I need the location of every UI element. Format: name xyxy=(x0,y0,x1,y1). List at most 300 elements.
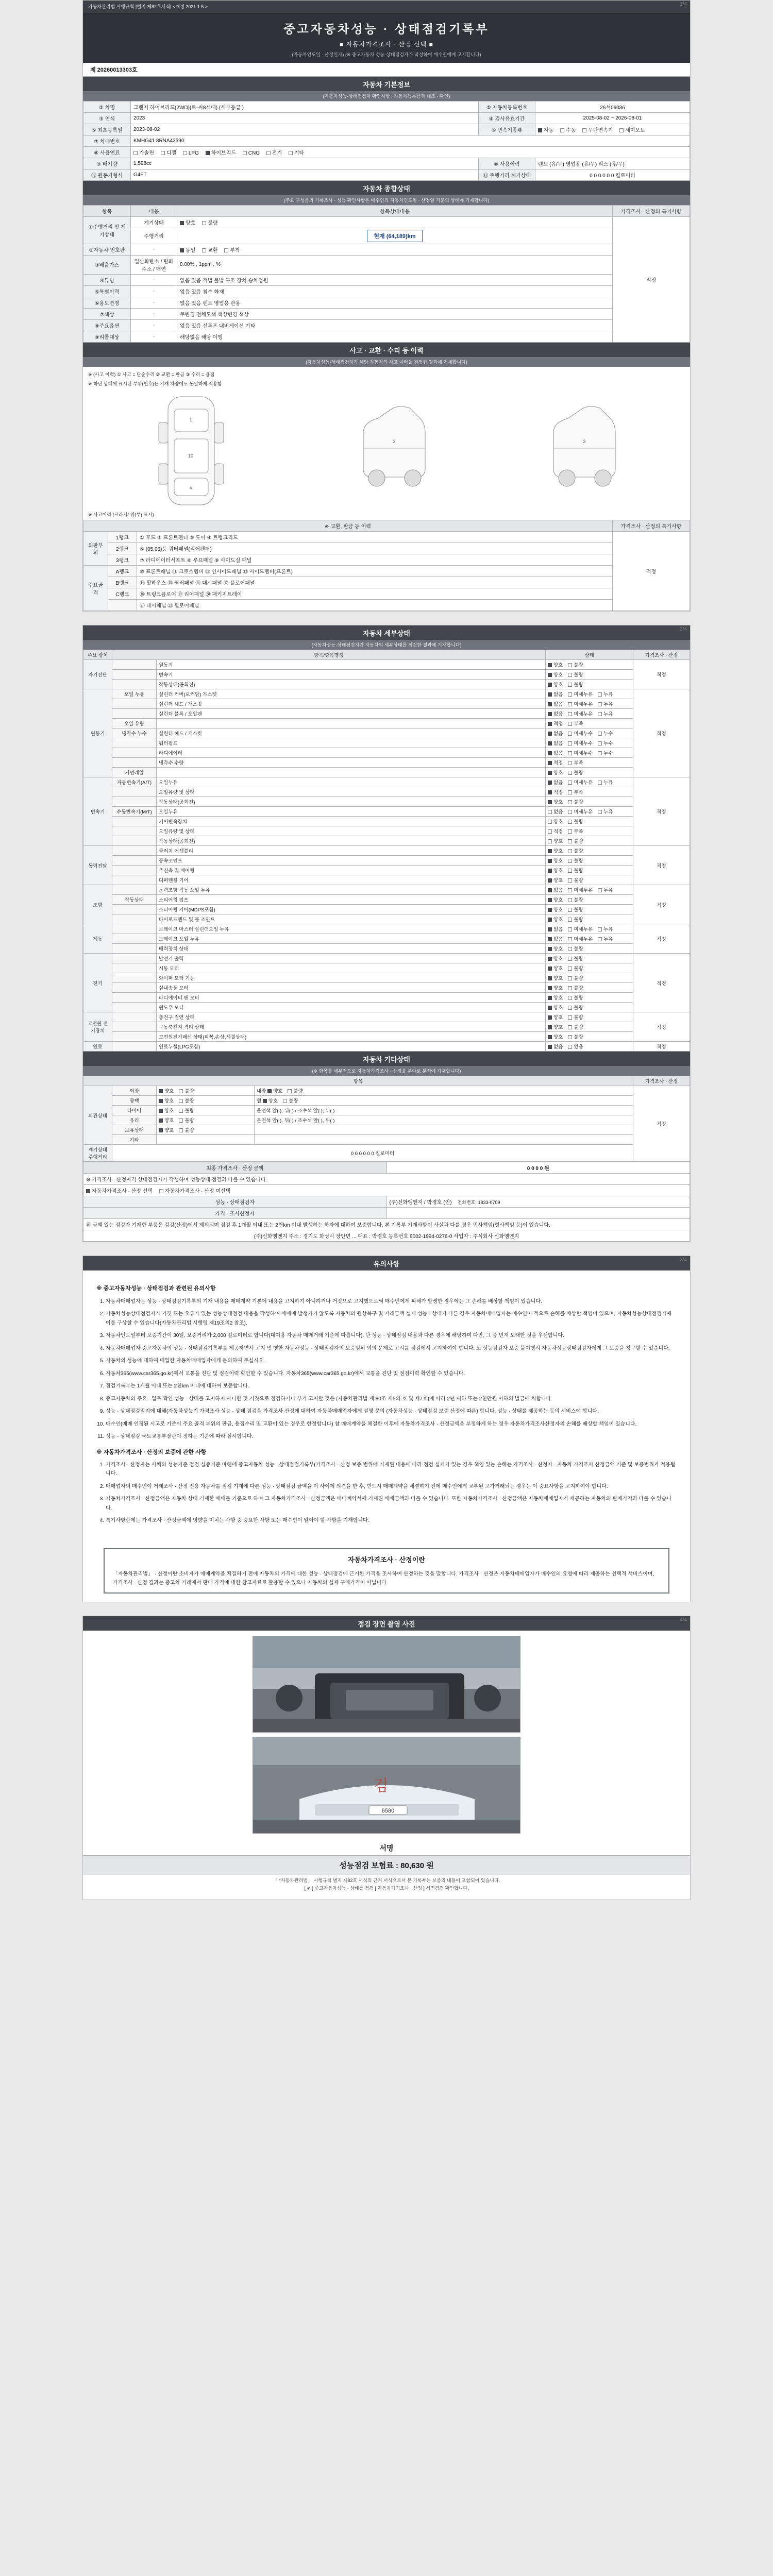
option-없음[interactable]: 없음 xyxy=(548,700,563,707)
option-미세누유[interactable]: 미세누유 xyxy=(568,925,593,933)
checkbox-icon[interactable] xyxy=(548,839,552,843)
option-미세누수[interactable]: 미세누수 xyxy=(568,749,593,756)
option-cvt[interactable] xyxy=(582,126,613,133)
checkbox-icon[interactable] xyxy=(548,810,552,814)
option-양호[interactable]: 양호 xyxy=(548,974,563,981)
option-불량[interactable]: 불량 xyxy=(568,876,583,884)
option-불량[interactable]: 불량 xyxy=(568,867,583,874)
option-manual[interactable] xyxy=(560,126,576,133)
item-state[interactable] xyxy=(546,680,633,689)
checkbox-icon[interactable] xyxy=(548,1015,552,1020)
item-state[interactable] xyxy=(546,709,633,719)
checkbox-icon[interactable] xyxy=(568,790,572,794)
option-양호[interactable]: 양호 xyxy=(159,1087,174,1094)
parts-list[interactable]: ① 후드 ② 프론트펜더 ③ 도어 ④ 트렁크리드 xyxy=(137,532,613,543)
checkbox-icon[interactable] xyxy=(598,751,602,755)
checkbox-icon[interactable] xyxy=(133,151,138,155)
option-누유[interactable]: 누유 xyxy=(598,700,613,707)
option-불량[interactable]: 불량 xyxy=(179,1107,194,1114)
item-state[interactable] xyxy=(546,993,633,1003)
checkbox-icon[interactable] xyxy=(288,1089,292,1093)
option-없음[interactable]: 없음 xyxy=(548,1043,563,1050)
checkbox-icon[interactable] xyxy=(548,967,552,971)
item-state[interactable] xyxy=(546,807,633,817)
option-적정[interactable]: 적정 xyxy=(548,759,563,766)
checkbox-icon[interactable] xyxy=(548,781,552,785)
item-state[interactable] xyxy=(546,866,633,875)
checkbox-icon[interactable] xyxy=(548,1025,552,1029)
checkbox-icon[interactable] xyxy=(159,1089,163,1093)
option-적정[interactable]: 적정 xyxy=(548,720,563,727)
option-불량[interactable]: 불량 xyxy=(568,847,583,854)
option-없음[interactable]: 없음 xyxy=(548,690,563,698)
item-state[interactable] xyxy=(157,1096,255,1106)
checkbox-icon[interactable] xyxy=(548,898,552,902)
option-cng[interactable] xyxy=(243,150,260,156)
checkbox-icon[interactable] xyxy=(548,976,552,980)
checkbox-icon[interactable] xyxy=(568,849,572,853)
option-auto[interactable] xyxy=(538,126,553,133)
item-state-2[interactable] xyxy=(255,1125,633,1135)
option-양호[interactable]: 양호 xyxy=(548,1023,563,1030)
option-불량[interactable]: 불량 xyxy=(568,964,583,972)
option-price-unselected[interactable] xyxy=(159,1187,231,1194)
option-불량[interactable]: 불량 xyxy=(568,1004,583,1011)
checkbox-icon[interactable] xyxy=(568,967,572,971)
checkbox-icon[interactable] xyxy=(159,1109,163,1113)
option-양호[interactable]: 양호 xyxy=(548,798,563,805)
checkbox-icon[interactable] xyxy=(548,692,552,697)
checkbox-icon[interactable] xyxy=(568,839,572,843)
option-부족[interactable]: 부족 xyxy=(568,759,583,766)
option-누수[interactable]: 누수 xyxy=(598,739,613,747)
option-양호[interactable]: 양호 xyxy=(548,1004,563,1011)
checkbox-icon[interactable] xyxy=(548,888,552,892)
option-양호[interactable]: 양호 xyxy=(159,1097,174,1104)
checkbox-icon[interactable] xyxy=(568,888,572,892)
checkbox-icon[interactable] xyxy=(548,712,552,716)
checkbox-icon[interactable] xyxy=(548,732,552,736)
item-state[interactable] xyxy=(546,738,633,748)
item-state[interactable] xyxy=(546,983,633,993)
row-state[interactable]: 없음 있음 적법 불법 구조 장치 승차정원 xyxy=(177,274,613,285)
option-불량[interactable]: 불량 xyxy=(568,661,583,668)
option-불량[interactable]: 불량 xyxy=(568,984,583,991)
checkbox-icon[interactable] xyxy=(568,927,572,931)
option-누유[interactable]: 누유 xyxy=(598,925,613,933)
checkbox-icon[interactable] xyxy=(548,849,552,853)
checkbox-icon[interactable] xyxy=(619,128,624,132)
option-hybrid[interactable] xyxy=(206,148,236,156)
option-불량[interactable]: 불량 xyxy=(568,994,583,1001)
checkbox-icon[interactable] xyxy=(548,702,552,706)
checkbox-icon[interactable] xyxy=(560,128,564,132)
item-state[interactable] xyxy=(546,728,633,738)
item-state[interactable] xyxy=(157,1106,255,1115)
option-없음[interactable]: 없음 xyxy=(548,935,563,942)
option-etc[interactable] xyxy=(289,148,304,156)
item-state-2[interactable] xyxy=(255,1135,633,1145)
checkbox-icon[interactable] xyxy=(159,1118,163,1123)
option-good[interactable] xyxy=(180,218,195,226)
item-state[interactable] xyxy=(546,758,633,768)
checkbox-icon[interactable] xyxy=(598,781,602,785)
parts-list[interactable]: ㉑ 데시패널 ㉒ 필로어패널 xyxy=(137,600,613,611)
option-양호[interactable]: 양호 xyxy=(548,906,563,913)
checkbox-icon[interactable] xyxy=(548,957,552,961)
option-exchange[interactable] xyxy=(202,246,217,253)
item-state[interactable] xyxy=(546,846,633,856)
checkbox-icon[interactable] xyxy=(598,732,602,736)
option-미세누유[interactable]: 미세누유 xyxy=(568,700,593,707)
checkbox-icon[interactable] xyxy=(179,1099,183,1103)
checkbox-icon[interactable] xyxy=(206,151,210,155)
checkbox-icon[interactable] xyxy=(548,722,552,726)
checkbox-icon[interactable] xyxy=(568,732,572,736)
option-없음[interactable]: 없음 xyxy=(548,749,563,756)
option-불량[interactable]: 불량 xyxy=(568,681,583,688)
option-누유[interactable]: 누유 xyxy=(598,886,613,893)
checkbox-icon[interactable] xyxy=(548,683,552,687)
option-양호[interactable]: 양호 xyxy=(159,1107,174,1114)
item-state[interactable] xyxy=(546,973,633,983)
checkbox-icon[interactable] xyxy=(202,221,206,225)
option-없음[interactable]: 없음 xyxy=(548,739,563,747)
checkbox-icon[interactable] xyxy=(548,761,552,765)
item-state[interactable] xyxy=(546,787,633,797)
option-양호[interactable]: 양호 xyxy=(548,867,563,874)
parts-list[interactable]: ⑦ 라디에이터서포트 ⑧ 루프패널 ⑨ 사이드실 패널 xyxy=(137,554,613,566)
row-state[interactable]: 없음 있음 렌트 영업용 관용 xyxy=(177,297,613,308)
item-state[interactable] xyxy=(546,836,633,846)
item-state[interactable] xyxy=(546,719,633,728)
checkbox-icon[interactable] xyxy=(548,996,552,1000)
checkbox-icon[interactable] xyxy=(568,1035,572,1039)
checkbox-icon[interactable] xyxy=(568,810,572,814)
option-semiauto[interactable] xyxy=(619,126,645,133)
option-미세누유[interactable]: 미세누유 xyxy=(568,886,593,893)
item-state[interactable] xyxy=(546,1032,633,1042)
checkbox-icon[interactable] xyxy=(548,751,552,755)
option-미세누유[interactable]: 미세누유 xyxy=(568,935,593,942)
option-불량[interactable]: 불량 xyxy=(568,818,583,825)
checkbox-icon[interactable] xyxy=(243,151,247,155)
checkbox-icon[interactable] xyxy=(548,820,552,824)
option-불량[interactable]: 불량 xyxy=(568,798,583,805)
checkbox-icon[interactable] xyxy=(568,1006,572,1010)
item-state[interactable] xyxy=(546,1022,633,1032)
option-양호[interactable]: 양호 xyxy=(548,1033,563,1040)
option-price-selected[interactable] xyxy=(86,1187,153,1194)
item-state[interactable] xyxy=(546,826,633,836)
checkbox-icon[interactable] xyxy=(568,781,572,785)
option-미세누유[interactable]: 미세누유 xyxy=(568,690,593,698)
checkbox-icon[interactable] xyxy=(548,947,552,951)
option-양호[interactable]: 양호 xyxy=(548,661,563,668)
checkbox-icon[interactable] xyxy=(568,937,572,941)
option-없음[interactable]: 없음 xyxy=(548,808,563,815)
checkbox-icon[interactable] xyxy=(548,859,552,863)
option-미세누유[interactable]: 미세누유 xyxy=(568,710,593,717)
checkbox-icon[interactable] xyxy=(161,151,165,155)
item-state-2[interactable]: 휠 양호 불량 xyxy=(255,1096,633,1106)
checkbox-icon[interactable] xyxy=(568,712,572,716)
option-불량[interactable]: 불량 xyxy=(288,1087,303,1094)
option-누유[interactable]: 누유 xyxy=(598,710,613,717)
option-양호[interactable]: 양호 xyxy=(548,955,563,962)
parts-list[interactable]: ⑩ 프론트패널 ⑪ 크로스멤버 ⑫ 인사이드패널 ⑬ 사이드멤버(프론트) xyxy=(137,566,613,577)
checkbox-icon[interactable] xyxy=(289,151,293,155)
checkbox-icon[interactable] xyxy=(159,1099,163,1103)
parts-list[interactable]: ⑱ 트렁크플로어 ⑲ 리어패널 ⑳ 패키지트레이 xyxy=(137,588,613,600)
option-누유[interactable]: 누유 xyxy=(598,935,613,942)
option-diesel[interactable] xyxy=(161,148,176,156)
checkbox-icon[interactable] xyxy=(568,996,572,1000)
option-양호[interactable]: 양호 xyxy=(159,1126,174,1133)
checkbox-icon[interactable] xyxy=(598,927,602,931)
item-state[interactable] xyxy=(546,963,633,973)
option-양호[interactable]: 양호 xyxy=(263,1097,278,1104)
option-불량[interactable]: 불량 xyxy=(568,945,583,952)
checkbox-icon[interactable] xyxy=(568,986,572,990)
checkbox-icon[interactable] xyxy=(598,692,602,697)
checkbox-icon[interactable] xyxy=(179,1118,183,1123)
option-미세누유[interactable]: 미세누유 xyxy=(568,778,593,786)
checkbox-icon[interactable] xyxy=(224,248,228,252)
checkbox-icon[interactable] xyxy=(548,1006,552,1010)
transmission-options[interactable] xyxy=(535,124,690,135)
checkbox-icon[interactable] xyxy=(548,927,552,931)
checkbox-icon[interactable] xyxy=(548,673,552,677)
option-미세누수[interactable]: 미세누수 xyxy=(568,739,593,747)
row-state[interactable] xyxy=(177,244,613,255)
checkbox-icon[interactable] xyxy=(568,683,572,687)
checkbox-icon[interactable] xyxy=(263,1099,267,1103)
option-적정[interactable]: 적정 xyxy=(548,827,563,835)
parts-list[interactable]: ⑭ 휠하우스 ⑮ 필러패널 ⑯ 대시패널 ⑰ 플로어패널 xyxy=(137,577,613,588)
checkbox-icon[interactable] xyxy=(568,869,572,873)
item-state[interactable] xyxy=(546,934,633,944)
checkbox-icon[interactable] xyxy=(179,1089,183,1093)
option-불량[interactable]: 불량 xyxy=(568,896,583,903)
option-불량[interactable]: 불량 xyxy=(568,955,583,962)
checkbox-icon[interactable] xyxy=(179,1109,183,1113)
checkbox-icon[interactable] xyxy=(548,663,552,667)
checkbox-icon[interactable] xyxy=(548,771,552,775)
item-state[interactable] xyxy=(546,689,633,699)
option-양호[interactable]: 양호 xyxy=(548,916,563,923)
checkbox-icon[interactable] xyxy=(568,692,572,697)
option-누유[interactable]: 누유 xyxy=(598,778,613,786)
checkbox-icon[interactable] xyxy=(568,673,572,677)
option-있음[interactable]: 있음 xyxy=(568,1043,583,1050)
option-불량[interactable]: 불량 xyxy=(568,916,583,923)
checkbox-icon[interactable] xyxy=(568,751,572,755)
option-양호[interactable]: 양호 xyxy=(548,964,563,972)
option-불량[interactable]: 불량 xyxy=(568,837,583,844)
option-불량[interactable]: 불량 xyxy=(568,671,583,678)
checkbox-icon[interactable] xyxy=(548,1035,552,1039)
checkbox-icon[interactable] xyxy=(548,918,552,922)
checkbox-icon[interactable] xyxy=(159,1128,163,1132)
checkbox-icon[interactable] xyxy=(180,248,184,252)
checkbox-icon[interactable] xyxy=(548,800,552,804)
item-state[interactable] xyxy=(546,660,633,670)
option-양호[interactable]: 양호 xyxy=(548,857,563,864)
item-state[interactable] xyxy=(546,856,633,866)
checkbox-icon[interactable] xyxy=(568,663,572,667)
item-state-2[interactable]: 내장 양호 불량 xyxy=(255,1086,633,1096)
checkbox-icon[interactable] xyxy=(202,248,206,252)
option-불량[interactable]: 불량 xyxy=(179,1126,194,1133)
option-미세누수[interactable]: 미세누수 xyxy=(568,730,593,737)
option-양호[interactable]: 양호 xyxy=(548,1013,563,1021)
item-state-2[interactable]: 운전석 앞( ), 뒤( ) / 조수석 앞( ), 뒤( ) xyxy=(255,1115,633,1125)
checkbox-icon[interactable] xyxy=(568,761,572,765)
option-양호[interactable]: 양호 xyxy=(548,847,563,854)
option-부족[interactable]: 부족 xyxy=(568,827,583,835)
option-양호[interactable]: 양호 xyxy=(548,876,563,884)
checkbox-icon[interactable] xyxy=(568,820,572,824)
item-state-2[interactable]: 운전석 앞( ), 뒤( ) / 조수석 앞( ), 뒤( ) xyxy=(255,1106,633,1115)
checkbox-icon[interactable] xyxy=(598,888,602,892)
checkbox-icon[interactable] xyxy=(267,1089,272,1093)
option-불량[interactable]: 불량 xyxy=(568,769,583,776)
checkbox-icon[interactable] xyxy=(283,1099,287,1103)
row-state[interactable]: 없음 있음 선루프 내비게이션 기타 xyxy=(177,319,613,331)
checkbox-icon[interactable] xyxy=(568,908,572,912)
item-state[interactable] xyxy=(546,885,633,895)
price-choice-options[interactable] xyxy=(83,1185,690,1196)
option-양호[interactable]: 양호 xyxy=(548,681,563,688)
item-state[interactable] xyxy=(546,914,633,924)
option-불량[interactable]: 불량 xyxy=(568,906,583,913)
option-양호[interactable]: 양호 xyxy=(548,994,563,1001)
option-electric[interactable] xyxy=(266,148,282,156)
checkbox-icon[interactable] xyxy=(568,898,572,902)
item-state[interactable] xyxy=(546,768,633,777)
checkbox-icon[interactable] xyxy=(538,128,542,132)
checkbox-icon[interactable] xyxy=(266,151,271,155)
option-양호[interactable]: 양호 xyxy=(548,984,563,991)
option-없음[interactable]: 없음 xyxy=(548,710,563,717)
option-불량[interactable]: 불량 xyxy=(179,1087,194,1094)
checkbox-icon[interactable] xyxy=(548,741,552,745)
checkbox-icon[interactable] xyxy=(568,1045,572,1049)
item-state[interactable] xyxy=(546,875,633,885)
checkbox-icon[interactable] xyxy=(568,878,572,883)
item-state[interactable] xyxy=(546,777,633,787)
checkbox-icon[interactable] xyxy=(548,878,552,883)
option-누수[interactable]: 누수 xyxy=(598,730,613,737)
checkbox-icon[interactable] xyxy=(180,221,184,225)
checkbox-icon[interactable] xyxy=(598,702,602,706)
item-state[interactable] xyxy=(157,1115,255,1125)
option-불량[interactable]: 불량 xyxy=(568,1033,583,1040)
item-state[interactable] xyxy=(546,905,633,914)
row-state[interactable]: 해당없음 해당 이행 xyxy=(177,331,613,342)
checkbox-icon[interactable] xyxy=(598,810,602,814)
item-state[interactable] xyxy=(546,895,633,905)
item-state[interactable] xyxy=(157,1135,255,1145)
checkbox-icon[interactable] xyxy=(568,859,572,863)
option-누유[interactable]: 누유 xyxy=(598,690,613,698)
item-state[interactable] xyxy=(546,924,633,934)
item-state[interactable] xyxy=(546,1042,633,1052)
option-양호[interactable]: 양호 xyxy=(548,769,563,776)
checkbox-icon[interactable] xyxy=(548,790,552,794)
option-부족[interactable]: 부족 xyxy=(568,788,583,795)
checkbox-icon[interactable] xyxy=(568,722,572,726)
option-없음[interactable]: 없음 xyxy=(548,925,563,933)
option-누수[interactable]: 누수 xyxy=(598,749,613,756)
checkbox-icon[interactable] xyxy=(568,702,572,706)
item-state[interactable] xyxy=(546,1003,633,1012)
checkbox-icon[interactable] xyxy=(548,829,552,834)
option-불량[interactable]: 불량 xyxy=(568,857,583,864)
checkbox-icon[interactable] xyxy=(548,869,552,873)
option-lpg[interactable] xyxy=(183,150,199,156)
option-누유[interactable]: 누유 xyxy=(598,808,613,815)
item-state[interactable] xyxy=(546,748,633,758)
row-state[interactable]: 무변경 전체도색 색상변경 색상 xyxy=(177,308,613,319)
item-state[interactable] xyxy=(546,670,633,680)
option-양호[interactable]: 양호 xyxy=(548,837,563,844)
option-same[interactable] xyxy=(180,246,195,253)
option-불량[interactable]: 불량 xyxy=(179,1097,194,1104)
option-적정[interactable]: 적정 xyxy=(548,788,563,795)
option-없음[interactable]: 없음 xyxy=(548,886,563,893)
checkbox-icon[interactable] xyxy=(568,771,572,775)
option-불량[interactable]: 불량 xyxy=(568,1013,583,1021)
option-없음[interactable]: 없음 xyxy=(548,730,563,737)
checkbox-icon[interactable] xyxy=(598,712,602,716)
option-불량[interactable]: 불량 xyxy=(179,1116,194,1124)
item-state[interactable] xyxy=(546,944,633,954)
checkbox-icon[interactable] xyxy=(568,829,572,834)
item-state[interactable] xyxy=(546,817,633,826)
option-양호[interactable]: 양호 xyxy=(548,671,563,678)
parts-list[interactable]: ⑤ (05,06)등 쿼터패널(리어펜더) xyxy=(137,543,613,554)
checkbox-icon[interactable] xyxy=(568,1025,572,1029)
item-state[interactable] xyxy=(546,1012,633,1022)
checkbox-icon[interactable] xyxy=(179,1128,183,1132)
option-양호[interactable]: 양호 xyxy=(548,896,563,903)
option-양호[interactable]: 양호 xyxy=(159,1116,174,1124)
checkbox-icon[interactable] xyxy=(568,741,572,745)
row-state[interactable]: 없음 있음 침수 화재 xyxy=(177,285,613,297)
item-state[interactable] xyxy=(546,699,633,709)
checkbox-icon[interactable] xyxy=(548,1045,552,1049)
checkbox-icon[interactable] xyxy=(568,1015,572,1020)
option-bad[interactable] xyxy=(202,218,217,226)
option-불량[interactable]: 불량 xyxy=(568,974,583,981)
option-불량[interactable]: 불량 xyxy=(568,1023,583,1030)
item-state[interactable] xyxy=(546,954,633,963)
checkbox-icon[interactable] xyxy=(568,947,572,951)
checkbox-icon[interactable] xyxy=(568,957,572,961)
row-state[interactable] xyxy=(177,216,613,228)
checkbox-icon[interactable] xyxy=(159,1189,163,1193)
item-state[interactable] xyxy=(157,1086,255,1096)
option-attach[interactable] xyxy=(224,246,240,253)
option-미세누유[interactable]: 미세누유 xyxy=(568,808,593,815)
checkbox-icon[interactable] xyxy=(86,1189,90,1193)
checkbox-icon[interactable] xyxy=(183,151,187,155)
option-양호[interactable]: 양호 xyxy=(548,945,563,952)
option-불량[interactable]: 불량 xyxy=(283,1097,298,1104)
checkbox-icon[interactable] xyxy=(598,937,602,941)
